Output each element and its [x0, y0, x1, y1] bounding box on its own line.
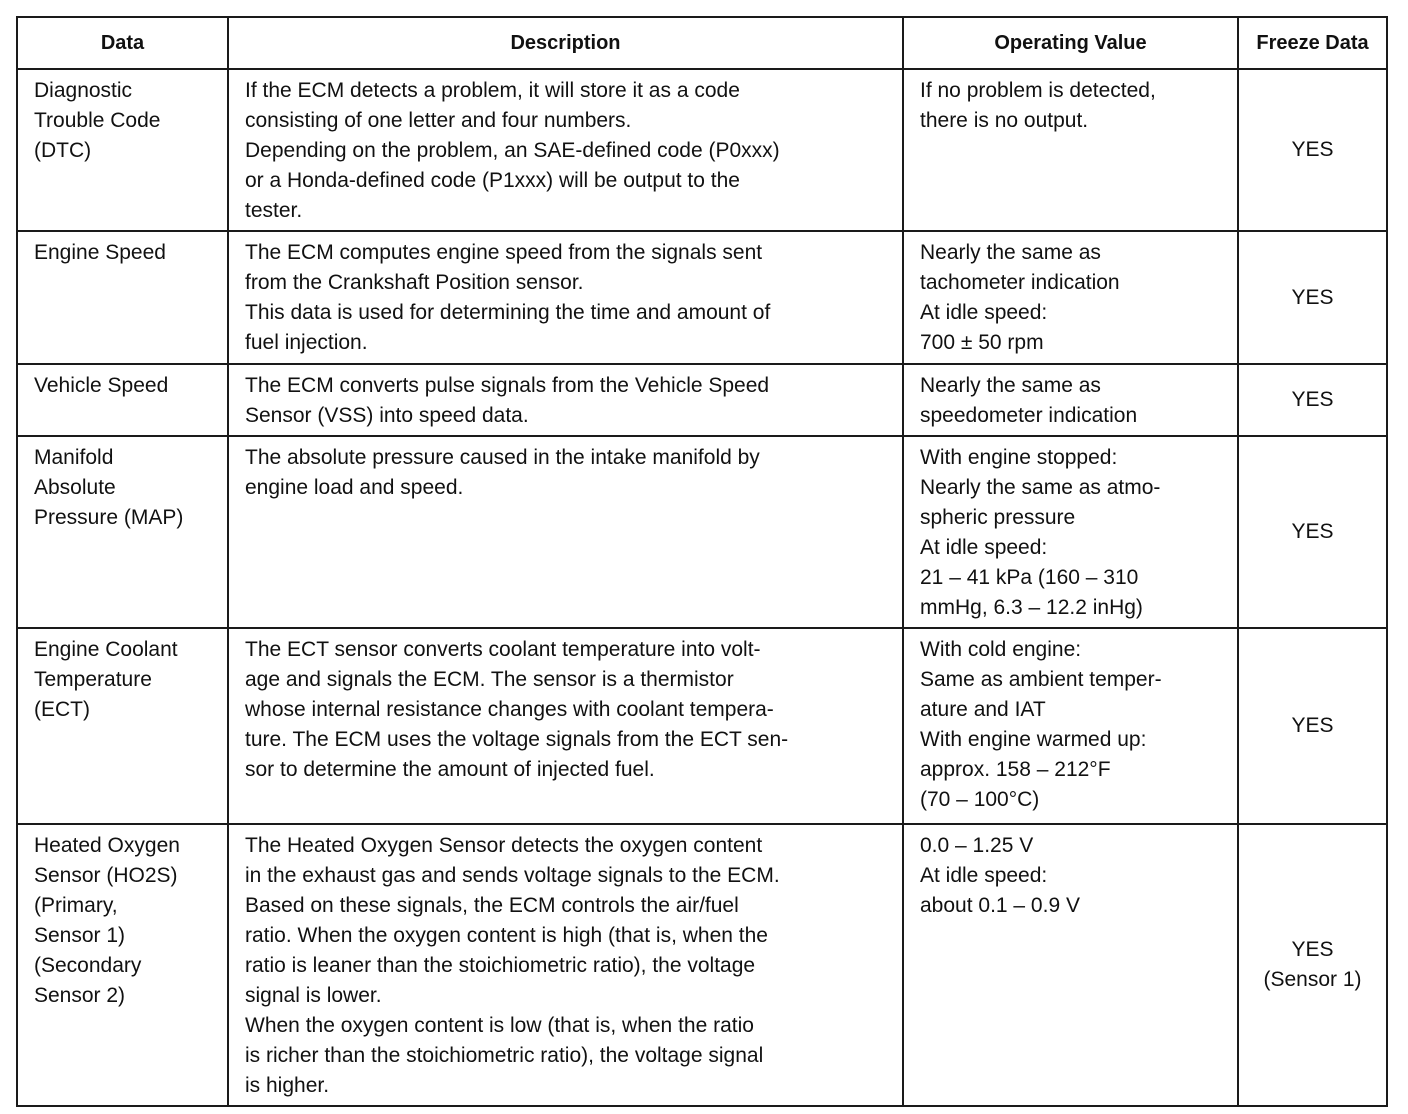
table-row: [17, 628, 1387, 824]
operating-value-cell: 0.0 – 1.25 V At idle speed: about 0.1 – 0.9 V: [903, 824, 1238, 1106]
operating-value-cell: With engine stopped: Nearly the same as atmo- spheric pressure At idle speed: 21 – 41 kPa (160 – 310 mmHg, 6.3 – 12.2 inHg): [903, 436, 1238, 628]
description-cell: The ECT sensor converts coolant temperature into volt- age and signals the ECM. The sensor is a thermistor whose internal resistance changes with coolant tempera- ture. The ECM uses the voltage signals from the ECT sen- sor to determine the amount of injected fuel.: [228, 628, 903, 824]
table-row: [17, 824, 1387, 1106]
header-data: Data: [17, 17, 228, 69]
header-freeze-data: Freeze Data: [1238, 17, 1387, 69]
freeze-data-cell: YES (Sensor 1): [1238, 824, 1387, 1106]
data-cell: Vehicle Speed: [17, 364, 228, 436]
table-row: [17, 364, 1387, 436]
data-cell: Engine Speed: [17, 231, 228, 364]
operating-value-cell: With cold engine: Same as ambient temper- ature and IAT With engine warmed up: approx. 158 – 212°F (70 – 100°C): [903, 628, 1238, 824]
description-cell: The absolute pressure caused in the intake manifold by engine load and speed.: [228, 436, 903, 628]
header-description: Description: [228, 17, 903, 69]
freeze-data-cell: YES: [1238, 231, 1387, 364]
freeze-data-cell: YES: [1238, 436, 1387, 628]
operating-value-cell: If no problem is detected, there is no output.: [903, 69, 1238, 231]
header-operating-value: Operating Value: [903, 17, 1238, 69]
data-cell: Manifold Absolute Pressure (MAP): [17, 436, 228, 628]
description-cell: The Heated Oxygen Sensor detects the oxygen content in the exhaust gas and sends voltage signals to the ECM. Based on these signals, the ECM controls the air/fuel ratio. When the oxygen content is high (that is, when the ratio is leaner than the stoichiometric ratio), the voltage signal is lower. When the oxygen content is low (that is, when the ratio is richer than the stoichiometric ratio), the voltage signal is higher.: [228, 824, 903, 1106]
data-cell: Heated Oxygen Sensor (HO2S) (Primary, Sensor 1) (Secondary Sensor 2): [17, 824, 228, 1106]
header-row: [17, 17, 1387, 69]
freeze-data-cell: YES: [1238, 628, 1387, 824]
table-row: [17, 69, 1387, 231]
operating-value-cell: Nearly the same as speedometer indication: [903, 364, 1238, 436]
data-cell: Engine Coolant Temperature (ECT): [17, 628, 228, 824]
table-row: [17, 231, 1387, 364]
description-cell: If the ECM detects a problem, it will store it as a code consisting of one letter and four numbers. Depending on the problem, an SAE-defined code (P0xxx) or a Honda-defined code (P1xxx) will be output to the tester.: [228, 69, 903, 231]
freeze-data-cell: YES: [1238, 69, 1387, 231]
table-row: [17, 436, 1387, 628]
description-cell: The ECM converts pulse signals from the Vehicle Speed Sensor (VSS) into speed data.: [228, 364, 903, 436]
data-cell: Diagnostic Trouble Code (DTC): [17, 69, 228, 231]
description-cell: The ECM computes engine speed from the signals sent from the Crankshaft Position sensor. This data is used for determining the time and amount of fuel injection.: [228, 231, 903, 364]
freeze-data-cell: YES: [1238, 364, 1387, 436]
operating-value-cell: Nearly the same as tachometer indication At idle speed: 700 ± 50 rpm: [903, 231, 1238, 364]
data-table: [16, 16, 1388, 1107]
